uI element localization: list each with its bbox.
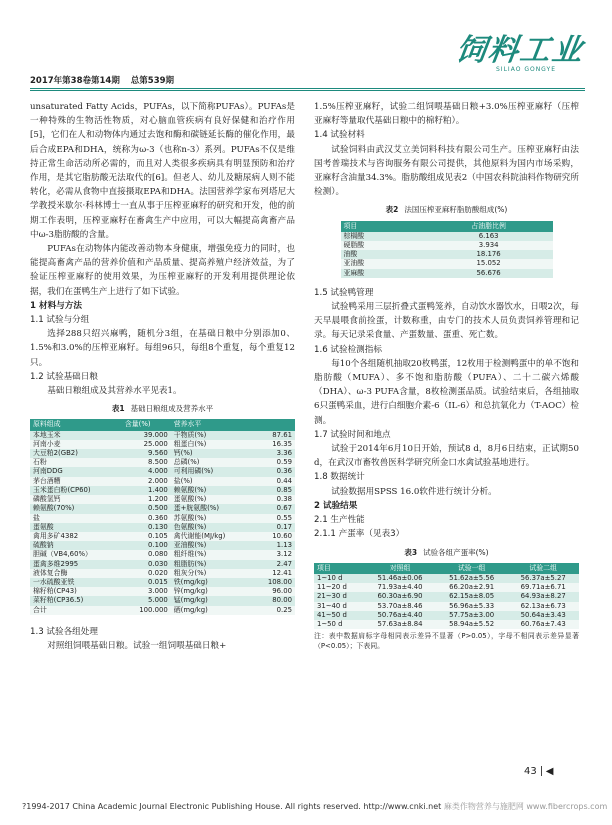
page-arrow-icon: ◀ [545, 766, 554, 777]
table-cell: 58.94a±5.52 [436, 620, 508, 629]
table-cell: 河南DDG [30, 467, 122, 476]
table-caption [30, 402, 295, 416]
column-header: 占油脂比例 [425, 221, 553, 232]
column-header: 试验二组 [507, 563, 579, 574]
table-number: 表1 [111, 404, 125, 414]
table-cell: 64.93a±8.27 [507, 592, 579, 601]
subsection-heading: 1.1 试验与分组 [30, 315, 90, 326]
table-cell: 16.35 [252, 440, 295, 449]
table-row [30, 486, 295, 495]
table-row [314, 592, 579, 601]
table-number: 表2 [385, 205, 399, 215]
table-cell: 21~30 d [314, 592, 364, 601]
table-cell: 磷酸氢钙 [30, 495, 122, 504]
table-cell: 25.000 [122, 440, 171, 449]
section-heading: 2 试验结果 [314, 500, 358, 511]
table-cell: 赖氨酸(%) [171, 486, 253, 495]
table-number: 表3 [404, 547, 418, 557]
table-row [30, 606, 295, 615]
table-cell: 39.000 [122, 431, 171, 440]
table-cell: 河南小麦 [30, 440, 122, 449]
table-row [341, 259, 553, 268]
table-row [30, 578, 295, 587]
table-cell: 菜籽粕(CP36.5) [30, 596, 122, 605]
table-cell: 0.015 [122, 578, 171, 587]
table-cell: 53.70a±8.46 [364, 602, 436, 611]
table-caption [314, 203, 579, 217]
table-cell: 合计 [30, 606, 122, 615]
logo-text: 饲料工业 [453, 33, 587, 68]
table-cell: 57.75a±3.00 [436, 611, 508, 620]
table-cell: 108.00 [252, 578, 295, 587]
issue-info: 2017年第38卷第14期 [30, 76, 120, 86]
table-cell: 棕榈酸 [341, 232, 425, 241]
table-cell: 3.000 [122, 587, 171, 596]
table-cell: 一水硫酸亚铁 [30, 578, 122, 587]
paragraph: 试验数据用SPSS 16.0软件进行统计分析。 [331, 486, 497, 497]
table-cell: 本地玉米 [30, 431, 122, 440]
table-row [30, 449, 295, 458]
table-cell: 干物质(%) [171, 431, 253, 440]
table-cell: 粗灰分(%) [171, 569, 253, 578]
table-cell: 2.47 [252, 560, 295, 569]
table-cell: 9.560 [122, 449, 171, 458]
table-cell: 锌(mg/kg) [171, 587, 253, 596]
table-title: 法国压榨亚麻籽脂肪酸组成(%) [404, 205, 508, 215]
table-cell: 粗纤维(%) [171, 550, 253, 559]
table-cell: 1.13 [252, 541, 295, 550]
table-cell: 棉籽粕(CP43) [30, 587, 122, 596]
table-cell: 51.62a±5.56 [436, 574, 508, 583]
table-cell: 56.37a±5.27 [507, 574, 579, 583]
table-row [30, 541, 295, 550]
table-cell: 苏氨酸(%) [171, 514, 253, 523]
paragraph: 试验鸭采用三层折叠式蛋鸭笼养，自动饮水器饮水，日喂2次，每天早晨喂食前捡蛋，计数称重，由专门的技术人员负责饲养管理和记录。每天记录采食量、产蛋数量、蛋重、死亡数。 [314, 302, 579, 341]
table-cell: 56.676 [425, 269, 553, 278]
table-cell: 油酸 [341, 250, 425, 259]
table-row [30, 587, 295, 596]
table-cell: 茅台酒糟 [30, 477, 122, 486]
watermark-text: 麻类作物营养与施肥网 www.fibercrops.com [443, 802, 608, 811]
paragraph: 对照组饲喂基础日粮。试验一组饲喂基础日粮+ [47, 640, 227, 651]
table-cell: 50.76a±4.40 [364, 611, 436, 620]
subsection-heading: 1.4 试验材料 [314, 130, 365, 141]
table-cell: 3.934 [425, 241, 553, 250]
table-row [341, 269, 553, 278]
table-cell: 3.36 [252, 449, 295, 458]
table-cell: 0.85 [252, 486, 295, 495]
paragraph: 试验饲料由武汉艾立美饲料科技有限公司生产。压榨亚麻籽由法国考普瑞技术与咨询服务有限公司提供，其他原料为国内市场采购，亚麻籽含油量34.3%。脂肪酸组成见表2（中国农科院油料作物研究所检测）。 [314, 144, 579, 198]
table-row [30, 569, 295, 578]
table-row [30, 477, 295, 486]
table-row [30, 504, 295, 513]
diet-composition-table [30, 419, 295, 614]
column-header [252, 419, 295, 430]
table-cell: 钙(%) [171, 449, 253, 458]
table-row [30, 458, 295, 467]
table-cell: 80.00 [252, 596, 295, 605]
table-cell: 蛋氨酸 [30, 523, 122, 532]
table-row [314, 574, 579, 583]
table-row [30, 523, 295, 532]
table-cell: 62.15a±8.05 [436, 592, 508, 601]
table-row [30, 560, 295, 569]
table-cell: 硫酸钠 [30, 541, 122, 550]
table-cell: 50.64a±3.43 [507, 611, 579, 620]
table-row [314, 583, 579, 592]
paragraph: 基础日粮组成及其营养水平见表1。 [47, 386, 182, 397]
table-cell: 0.360 [122, 514, 171, 523]
table-cell: 锰(mg/kg) [171, 596, 253, 605]
subsection-heading: 2.1 生产性能 [314, 515, 365, 526]
column-header: 原料组成 [30, 419, 122, 430]
table-cell: 0.59 [252, 458, 295, 467]
table-cell: 硒(mg/kg) [171, 606, 253, 615]
column-header: 含量(%) [122, 419, 171, 430]
table-cell: 11~20 d [314, 583, 364, 592]
section-heading: 1 材料与方法 [30, 300, 82, 311]
table-cell: 56.96a±5.33 [436, 602, 508, 611]
table-cell: 铁(mg/kg) [171, 578, 253, 587]
table-cell: 蛋+胱氨酸(%) [171, 504, 253, 513]
table-cell: 亚麻酸 [341, 269, 425, 278]
subsection-heading: 1.8 数据统计 [314, 472, 365, 483]
left-column [30, 100, 295, 653]
table-cell: 0.25 [252, 606, 295, 615]
table-cell: 0.030 [122, 560, 171, 569]
table-title: 试验各组产蛋率(%) [423, 547, 489, 557]
table-row [30, 514, 295, 523]
column-header: 试验一组 [436, 563, 508, 574]
table-cell: 60.30a±6.90 [364, 592, 436, 601]
table-cell: 蛋氨酸(%) [171, 495, 253, 504]
subsection-heading: 1.7 试验时间和地点 [314, 429, 391, 440]
table-cell: 100.000 [122, 606, 171, 615]
header-rule [30, 88, 585, 89]
table-cell: 87.61 [252, 431, 295, 440]
table-cell: 1~50 d [314, 620, 364, 629]
table-cell: 禽用多矿4382 [30, 532, 122, 541]
table-cell: 4.000 [122, 467, 171, 476]
table-cell: 15.052 [425, 259, 553, 268]
table-cell: 0.44 [252, 477, 295, 486]
table-cell: 亚油酸(%) [171, 541, 253, 550]
table-note: 注：表中数据肩标字母相同表示差异不显著（P>0.05），字母不相同表示差异显著（P<0.05）；下表同。 [314, 632, 579, 651]
table-cell: 71.93a±4.40 [364, 583, 436, 592]
table-row [314, 620, 579, 629]
table-row [30, 532, 295, 541]
table-cell: 62.13a±6.73 [507, 602, 579, 611]
table-cell: 57.63a±8.84 [364, 620, 436, 629]
table-row [30, 495, 295, 504]
fatty-acid-table [341, 221, 553, 278]
table-title: 基础日粮组成及营养水平 [130, 404, 214, 414]
column-header: 项目 [314, 563, 364, 574]
table-cell: 0.105 [122, 532, 171, 541]
table-cell: 18.176 [425, 250, 553, 259]
table-cell: 盐 [30, 514, 122, 523]
table-cell: 0.38 [252, 495, 295, 504]
table-cell: 60.76a±7.43 [507, 620, 579, 629]
table-row [341, 250, 553, 259]
table-cell: 液体复合酶 [30, 569, 122, 578]
table-cell: 69.71a±6.71 [507, 583, 579, 592]
table-cell: 大豆粕2(GB2) [30, 449, 122, 458]
table-cell: 0.080 [122, 550, 171, 559]
page-number-text: 43 [524, 766, 537, 777]
table-cell: 1.200 [122, 495, 171, 504]
table-cell: 色氨酸(%) [171, 523, 253, 532]
table-cell: 蛋禽多维2995 [30, 560, 122, 569]
table-cell: 10.60 [252, 532, 295, 541]
table-cell: 盐(%) [171, 477, 253, 486]
subsection-heading: 1.3 试验各组处理 [30, 626, 98, 637]
table-cell: 0.100 [122, 541, 171, 550]
table-cell: 赖氨酸(70%) [30, 504, 122, 513]
page-number [524, 766, 553, 777]
copyright-text: ?1994-2017 China Academic Journal Electronic Publishing House. All rights reserved. http://www.cnki.net [22, 802, 442, 811]
journal-header [30, 74, 182, 86]
table-row [314, 602, 579, 611]
table-cell: 2.000 [122, 477, 171, 486]
table-cell: 0.55 [252, 514, 295, 523]
table-cell: 亚油酸 [341, 259, 425, 268]
paragraph: 每10个各组随机抽取20枚鸭蛋，12枚用于检测鸭蛋中的单不饱和脂肪酸（MUFA）、多不饱和脂肪酸（PUFA）、二十二碳六烯酸（DHA）、ω-3 PUFA含量，8枚检测蛋品质。试验结束后，各组抽取6只蛋鸭采血，进行白细胞介素-6（IL-6）和总抗氧化力（T-AOC）检测。 [314, 358, 579, 426]
table-row [30, 596, 295, 605]
table-row [30, 440, 295, 449]
table-cell: 0.500 [122, 504, 171, 513]
table-cell: 12.41 [252, 569, 295, 578]
logo-subtext: SILIAO GONGYE [496, 66, 556, 73]
column-header: 对照组 [364, 563, 436, 574]
column-header: 项目 [341, 221, 425, 232]
subsection-heading: 1.2 试验基础日粮 [30, 371, 98, 382]
table-cell: 3.12 [252, 550, 295, 559]
total-issue: 总第539期 [130, 76, 175, 86]
laying-rate-table [314, 563, 579, 629]
table-row [30, 467, 295, 476]
table-cell: 6.163 [425, 232, 553, 241]
table-cell: 1.400 [122, 486, 171, 495]
table-caption [314, 546, 579, 560]
table-cell: 96.00 [252, 587, 295, 596]
header-rule-2 [30, 90, 585, 91]
table-cell: 0.36 [252, 467, 295, 476]
table-row [314, 611, 579, 620]
table-row [30, 431, 295, 440]
paragraph: 1.5%压榨亚麻籽，试验二组饲喂基础日粮+3.0%压榨亚麻籽（压榨亚麻籽等量取代基础日粮中的棉籽粕）。 [314, 102, 579, 127]
right-column [314, 100, 579, 651]
table-cell: 0.130 [122, 523, 171, 532]
paragraph: unsaturated Fatty Acids，PUFAs，以下简称PUFAs）。PUFAs是一种特殊的生物活性物质，对心脑血管疾病有良好保健和治疗作用[5]，它们在人和动物体内通过去饱和酶和碳链延长酶的催化作用，最后合成EPA和DHA，统称为ω-3（也称n-3）系列。PUFAs不仅是维持正常生命活动所必需的，而且对人类很多疾病具有明显预防和治疗作用，是其它脂肪酸无法取代的[6]。但老人、幼儿及糖尿病人则不能转化，必需从食物中直接摄取EPA和DHA。法国营养学家布列塔尼大学教授米歇尔·科林博士一直从事于压榨亚麻籽的研究和开发，他的前期工作表明，压榨亚麻籽在畜禽生产中应用，可以大幅提高禽畜产品中ω-3脂肪酸的含量。 [30, 102, 295, 240]
table-cell: 粗蛋白(%) [171, 440, 253, 449]
paragraph: PUFAs在动物体内能改善动物本身健康，增强免疫力的同时，也能提高畜禽产品的营养价值和产品质量、提高养殖户经济效益，为了验证压榨亚麻籽的使用效果，为压榨亚麻籽的开发利用提供理论依据，我们在蛋鸭生产上进行了如下试验。 [30, 244, 295, 297]
table-cell: 5.000 [122, 596, 171, 605]
table-cell: 0.67 [252, 504, 295, 513]
table-cell: 51.46a±0.06 [364, 574, 436, 583]
table-cell: 0.17 [252, 523, 295, 532]
footer [22, 801, 612, 812]
paragraph: 试验于2014年6月10日开始，预试8 d，8月6日结束，正试期50 d，在武汉市畜牧兽医科学研究所金口水禽试验基地进行。 [314, 444, 579, 469]
subsection-heading: 1.6 试验检测指标 [314, 344, 382, 355]
subsection-heading: 2.1.1 产蛋率（见表3） [314, 529, 405, 540]
table-cell: 8.500 [122, 458, 171, 467]
table-row [30, 550, 295, 559]
table-cell: 禽代谢能(MJ/kg) [171, 532, 253, 541]
table-row [341, 232, 553, 241]
table-cell: 可利用磷(%) [171, 467, 253, 476]
table-cell: 硬脂酸 [341, 241, 425, 250]
table-cell: 66.20a±2.91 [436, 583, 508, 592]
table-cell: 石粉 [30, 458, 122, 467]
table-cell: 粗脂肪(%) [171, 560, 253, 569]
subsection-heading: 1.5 试验鸭管理 [314, 287, 374, 298]
table-cell: 31~40 d [314, 602, 364, 611]
table-cell: 胆碱（VB4,60%） [30, 550, 122, 559]
table-cell: 玉米蛋白粉(CP60) [30, 486, 122, 495]
table-row [341, 241, 553, 250]
table-cell: 总磷(%) [171, 458, 253, 467]
table-cell: 41~50 d [314, 611, 364, 620]
paragraph: 选择288只绍兴麻鸭，随机分3组，在基础日粮中分别添加0、1.5%和3.0%的压榨亚麻籽。每组96只，每组8个重复，每个重复12只。 [30, 329, 295, 368]
journal-logo [453, 33, 587, 80]
column-header: 营养水平 [171, 419, 253, 430]
table-cell: 0.020 [122, 569, 171, 578]
page-number-divider [541, 766, 542, 776]
table-cell: 1~10 d [314, 574, 364, 583]
